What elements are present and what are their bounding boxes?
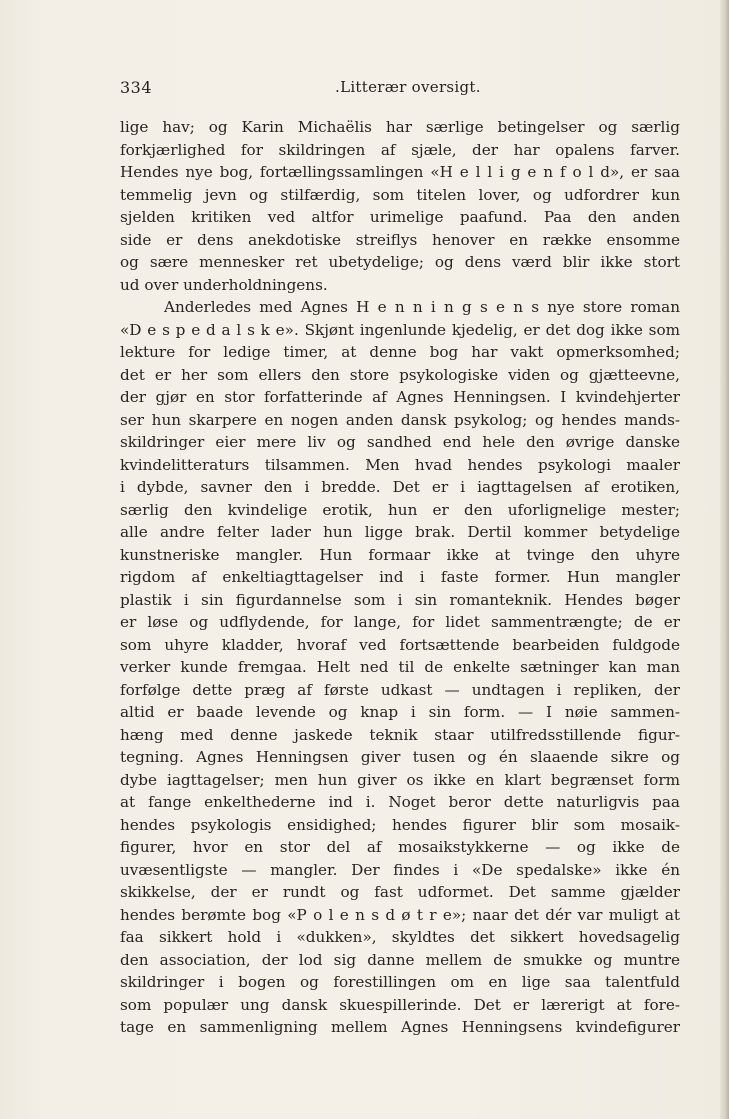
text-line: Anderledes med Agnes H e n n i n g s e n s nye store roman xyxy=(164,298,680,316)
text-line: er løse og udflydende, for lange, for lidet sammentrængte; de er xyxy=(120,613,680,631)
text-line: der gjør en stor forfatterinde af Agnes Henningsen. I kvindehjerter xyxy=(120,388,680,406)
text-line: skildringer i bogen og forestillingen om en lige saa talentfuld xyxy=(120,973,680,991)
page-number: 334 xyxy=(120,78,153,97)
text-line: Hendes nye bog, fortællingssamlingen «H e l l i g e n f o l d», er saa xyxy=(120,163,680,181)
text-line: det er her som ellers den store psykologiske viden og gjætteevne, xyxy=(120,365,680,384)
text-line: i dybde, savner den i bredde. Det er i iagttagelsen af erotiken, xyxy=(120,478,680,496)
text-line: skikkelse, der er rundt og fast udformet. Det samme gjælder xyxy=(120,883,680,901)
text-line: «D e s p e d a l s k e». Skjønt ingenlunde kjedelig, er det dog ikke som xyxy=(120,320,680,339)
body-text xyxy=(120,116,680,1039)
text-line: sjelden kritiken ved altfor urimelige paafund. Paa den anden xyxy=(120,208,680,226)
text-line: forkjærlighed for skildringen af sjæle, der har opalens farver. xyxy=(120,140,680,159)
text-line: kvindelitteraturs tilsammen. Men hvad hendes psykologi maaler xyxy=(120,455,680,474)
text-line: verker kunde fremgaa. Helt ned til de enkelte sætninger kan man xyxy=(120,658,680,676)
page-edge xyxy=(720,0,729,1119)
text-line: hendes berømte bog «P o l e n s d ø t r e»; naar det dér var muligt at xyxy=(120,905,680,924)
text-line: ser hun skarpere en nogen anden dansk psykolog; og hendes mands- xyxy=(120,410,680,429)
text-line: temmelig jevn og stilfærdig, som titelen lover, og udfordrer kun xyxy=(120,185,680,204)
text-line: særlig den kvindelige erotik, hun er den uforlignelige mester; xyxy=(120,500,680,519)
text-line: tegning. Agnes Henningsen giver tusen og én slaaende sikre og xyxy=(120,748,680,766)
running-title: .Litterær oversigt. xyxy=(335,78,481,96)
text-line: ud over underholdningens. xyxy=(120,275,328,294)
text-line: hendes psykologis ensidighed; hendes figurer blir som mosaik- xyxy=(120,815,680,834)
text-line: hæng med denne jaskede teknik staar utilfredsstillende figur- xyxy=(120,725,680,744)
text-line: altid er baade levende og knap i sin form. — I nøie sammen- xyxy=(120,703,680,721)
text-line: figurer, hvor en stor del af mosaikstykkerne — og ikke de xyxy=(120,838,680,856)
text-line: plastik i sin figurdannelse som i sin romanteknik. Hendes bøger xyxy=(120,590,680,609)
text-line: lige hav; og Karin Michaëlis har særlige betingelser og særlig xyxy=(120,118,680,136)
text-line: og sære mennesker ret ubetydelige; og dens værd blir ikke stort xyxy=(120,253,680,271)
text-line: forfølge dette præg af første udkast — undtagen i repliken, der xyxy=(120,680,680,699)
text-line: som uhyre kladder, hvoraf ved fortsættende bearbeiden fuldgode xyxy=(120,635,680,654)
text-line: den association, der lod sig danne mellem de smukke og muntre xyxy=(120,950,680,969)
page-header xyxy=(120,78,680,104)
text-line: rigdom af enkeltiagttagelser ind i faste former. Hun mangler xyxy=(120,568,680,586)
text-line: kunstneriske mangler. Hun formaar ikke at tvinge den uhyre xyxy=(120,545,680,564)
text-line: skildringer eier mere liv og sandhed end hele den øvrige danske xyxy=(120,433,680,451)
text-line: tage en sammenligning mellem Agnes Henningsens kvindefigurer xyxy=(120,1018,680,1036)
text-line: alle andre felter lader hun ligge brak. Dertil kommer betydelige xyxy=(120,523,680,541)
text-line: som populær ung dansk skuespillerinde. Det er lærerigt at fore- xyxy=(120,995,680,1014)
text-line: uvæsentligste — mangler. Der findes i «De spedalske» ikke én xyxy=(120,860,680,879)
text-line: lekture for ledige timer, at denne bog har vakt opmerksomhed; xyxy=(120,343,680,361)
text-line: side er dens anekdotiske streiflys henover en række ensomme xyxy=(120,230,680,249)
text-line: faa sikkert hold i «dukken», skyldtes det sikkert hovedsagelig xyxy=(120,928,680,946)
text-line: at fange enkelthederne ind i. Noget beror dette naturligvis paa xyxy=(120,793,680,811)
text-line: dybe iagttagelser; men hun giver os ikke en klart begrænset form xyxy=(120,770,680,789)
